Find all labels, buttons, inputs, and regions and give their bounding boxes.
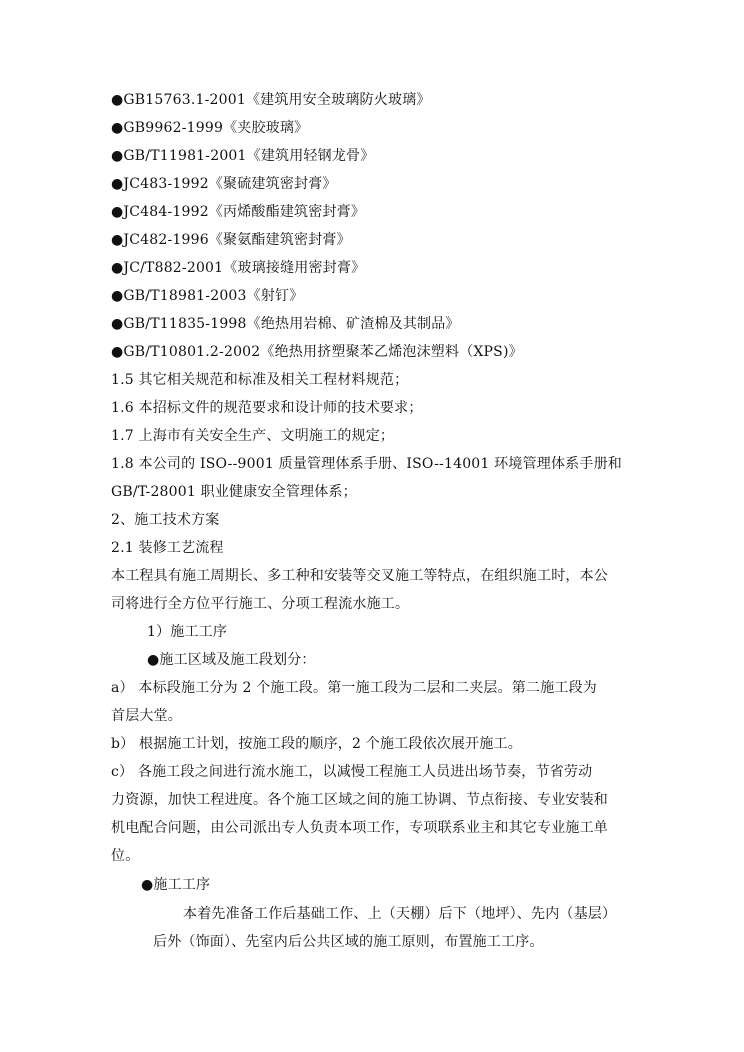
standard-item: ●JC/T882-2001《玻璃接缝用密封膏》 — [111, 260, 366, 276]
process-line1: 本着先准备工作后基础工作、上（天棚）后下（地坪）、先内（基层） — [183, 906, 617, 922]
intro-line1: 本工程具有施工周期长、多工种和安装等交叉施工等特点，在组织施工时，本公 — [111, 568, 608, 584]
standard-item: ●GB9962-1999《夹胶玻璃》 — [111, 120, 309, 136]
subsection-heading: 1）施工工序 — [147, 624, 228, 640]
section-2-heading: 2、施工技术方案 — [111, 512, 220, 528]
item-b: b） 根据施工计划，按施工段的顺序，2 个施工段依次展开施工。 — [111, 736, 522, 752]
item-c-line2: 力资源，加快工程进度。各个施工区域之间的施工协调、节点衔接、专业安装和 — [111, 792, 608, 808]
standard-item: ●GB/T11835-1998《绝热用岩棉、矿渣棉及其制品》 — [111, 316, 460, 332]
section-1-6: 1.6 本招标文件的规范要求和设计师的技术要求； — [111, 400, 423, 416]
item-a-line1: a） 本标段施工分为 2 个施工段。第一施工段为二层和二夹层。第二施工段为 — [111, 680, 598, 696]
section-1-5: 1.5 其它相关规范和标准及相关工程材料规范； — [111, 372, 409, 388]
standard-item: ●JC482-1996《聚氨酯建筑密封膏》 — [111, 232, 351, 248]
zone-heading: ●施工区域及施工段划分： — [147, 652, 316, 668]
item-a-line2: 首层大堂。 — [111, 708, 182, 724]
intro-line2: 司将进行全方位平行施工、分项工程流水施工。 — [111, 596, 410, 612]
item-c-line3: 机电配合问题，由公司派出专人负责本项工作，专项联系业主和其它专业施工单 — [111, 820, 608, 836]
item-c-line4: 位。 — [111, 848, 140, 864]
item-c-line1: c） 各施工段之间进行流水施工，以减慢工程施工人员进出场节奏，节省劳动 — [111, 764, 593, 780]
section-1-8-line1: 1.8 本公司的 ISO--9001 质量管理体系手册、ISO--14001 环境管理体系手册和 — [111, 456, 622, 472]
section-1-8-line2: GB/T-28001 职业健康安全管理体系； — [111, 484, 357, 500]
process-heading: ●施工工序 — [141, 877, 211, 893]
standard-item: ●GB15763.1-2001《建筑用安全玻璃防火玻璃》 — [111, 92, 431, 108]
section-1-7: 1.7 上海市有关安全生产、文明施工的规定； — [111, 428, 395, 444]
standard-item: ●GB/T18981-2003《射钉》 — [111, 288, 304, 304]
standard-item: ●JC483-1992《聚硫建筑密封膏》 — [111, 176, 337, 192]
standard-item: ●GB/T11981-2001《建筑用轻钢龙骨》 — [111, 148, 375, 164]
standard-item: ●JC484-1992《丙烯酸酯建筑密封膏》 — [111, 204, 366, 220]
section-2-1-heading: 2.1 装修工艺流程 — [111, 540, 224, 556]
standard-item: ●GB/T10801.2-2002《绝热用挤塑聚苯乙烯泡沫塑料（XPS)》 — [111, 344, 523, 360]
process-line2: 后外（饰面）、先室内后公共区域的施工原则，布置施工工序。 — [153, 934, 544, 950]
